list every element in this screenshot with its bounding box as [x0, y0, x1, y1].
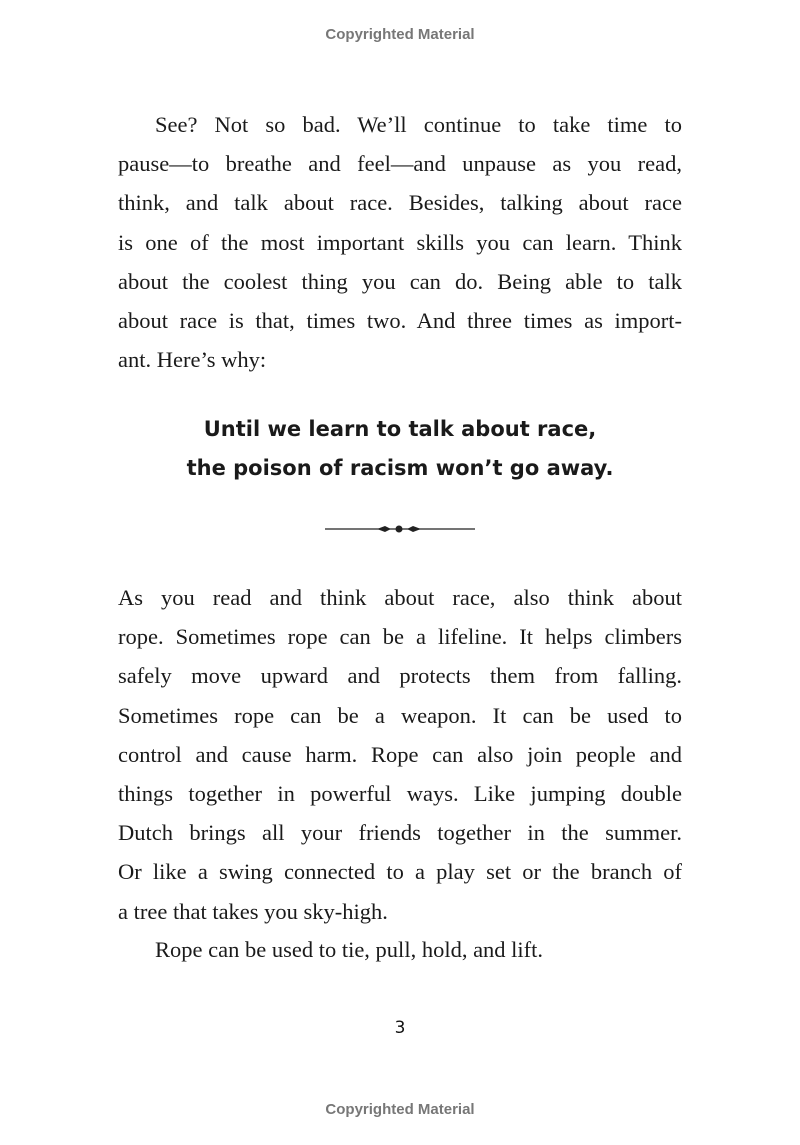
- paragraph-line: Rope can be used to tie, pull, hold, and lift.: [155, 937, 544, 962]
- paragraph-intro: [118, 105, 682, 379]
- copyright-footer: Copyrighted Material: [325, 1101, 475, 1118]
- paragraph-line: Sometimes rope can be a weapon. It can be used to: [118, 702, 682, 728]
- paragraph-line: control and cause harm. Rope can also join people and: [118, 741, 682, 767]
- paragraph-line: think, and talk about race. Besides, talking about race: [118, 190, 682, 216]
- section-divider-ornament-icon: [325, 522, 475, 536]
- paragraph-line: See? Not so bad. We’ll continue to take time to: [155, 112, 682, 137]
- callout-quote: [0, 410, 800, 488]
- paragraph-line: things together in powerful ways. Like jumping double: [118, 780, 682, 806]
- callout-line: Until we learn to talk about race,: [203, 417, 597, 441]
- paragraph-line: Dutch brings all your friends together in the summer.: [118, 820, 682, 846]
- paragraph-line: about race is that, times two. And three times as import-: [118, 307, 682, 333]
- paragraph-line: a tree that takes you sky-high.: [118, 898, 388, 924]
- paragraph-line: rope. Sometimes rope can be a lifeline. It helps climbers: [118, 624, 682, 650]
- callout-line: the poison of racism won’t go away.: [186, 456, 614, 480]
- paragraph-line: about the coolest thing you can do. Being able to talk: [118, 268, 682, 294]
- paragraph-line: pause—to breathe and feel—and unpause as you read,: [118, 151, 682, 177]
- paragraph-line: As you read and think about race, also think about: [118, 585, 682, 610]
- paragraph-rope: [118, 578, 682, 931]
- paragraph-line: safely move upward and protects them from falling.: [118, 663, 682, 689]
- paragraph-line: Or like a swing connected to a play set or the branch of: [118, 859, 682, 885]
- paragraph-rope-uses: [118, 930, 682, 969]
- paragraph-line: ant. Here’s why:: [118, 347, 267, 373]
- copyright-header: Copyrighted Material: [325, 26, 475, 43]
- paragraph-line: is one of the most important skills you can learn. Think: [118, 229, 682, 255]
- page-number: 3: [394, 1018, 406, 1038]
